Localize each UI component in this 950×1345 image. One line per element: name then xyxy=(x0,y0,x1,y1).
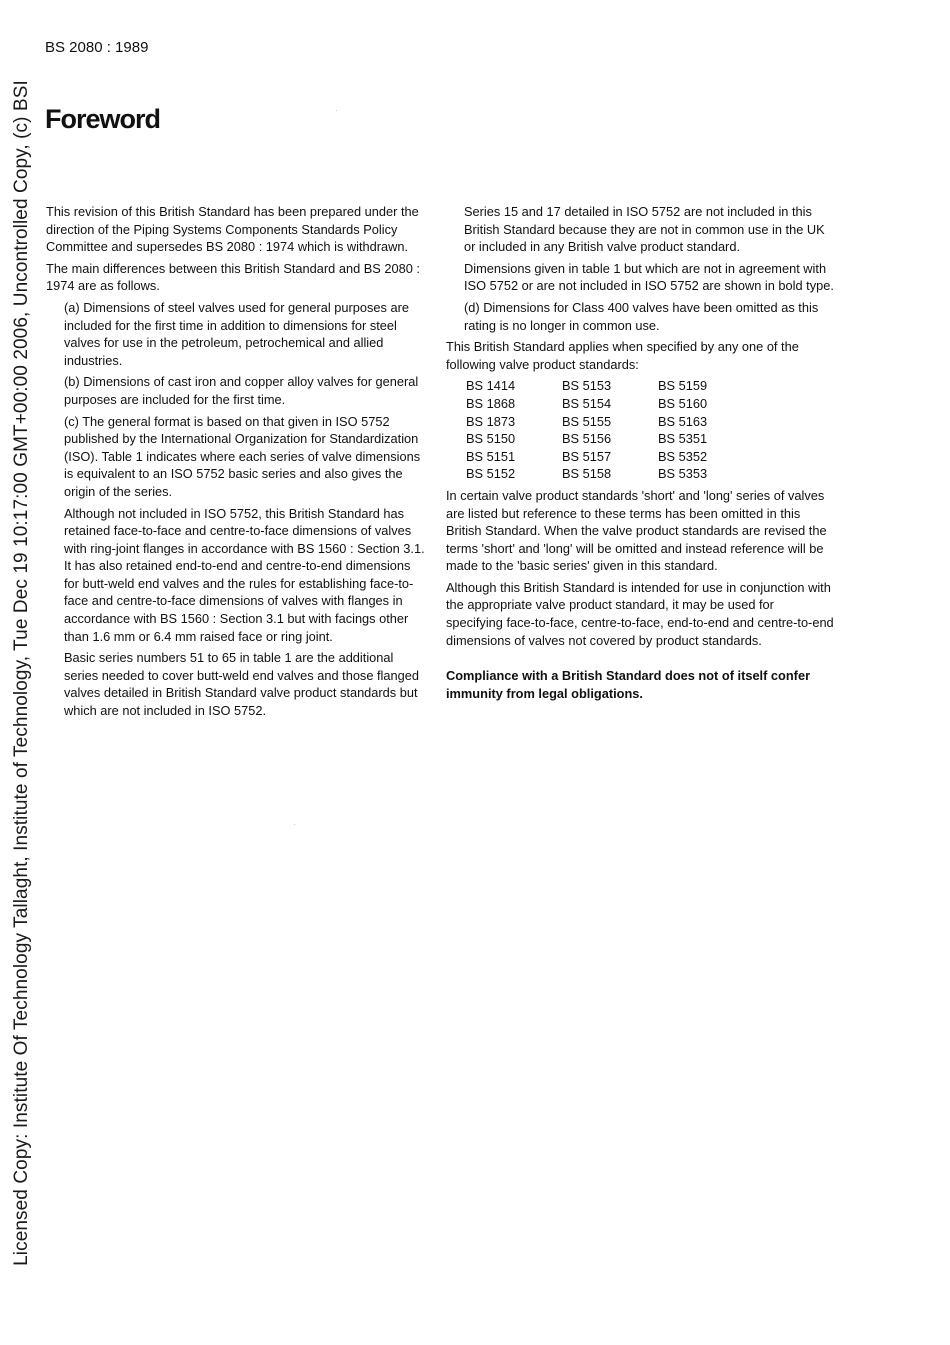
paragraph-basic-series: Basic series numbers 51 to 65 in table 1 are the additional series needed to cover butt-weld end valves and those flanged valves detailed in British Standard valve product standards but which are not included in ISO 5752. xyxy=(64,650,419,719)
standard-item: BS 5153 xyxy=(562,378,612,394)
standards-list xyxy=(446,377,834,483)
paragraph-short-long-series: In certain valve product standards 'short' and 'long' series of valves are listed but reference to these terms has been omitted in this British Standard. When the valve product standards are revised the terms 'short' and 'long' will be omitted and instead reference will be made to the 'basic series' given in this standard. xyxy=(446,487,827,574)
standard-item: BS 5158 xyxy=(562,466,612,482)
standard-item: BS 5159 xyxy=(658,378,708,394)
left-column xyxy=(46,203,428,724)
standard-item: BS 5155 xyxy=(562,413,612,429)
standard-item: BS 1414 xyxy=(466,378,516,394)
scan-speck xyxy=(294,824,295,825)
standard-item: BS 5353 xyxy=(658,466,708,482)
paragraph-ring-joint: Although not included in ISO 5752, this British Standard has retained face-to-face and centre-to-face dimensions of valves with ring-joint flanges in accordance with BS 1560 : Section 3.1. It has also retained end-to-end and centre-to-end dimensions for butt-weld end valves and the rules for establishing face-to-face and centre-to-face dimensions of valves with flanges in accordance with BS 1560 : Section 3.1 but with facings other than 1.6 mm or 6.4 mm raised face or ring joint. xyxy=(64,505,425,644)
standard-item: BS 5150 xyxy=(466,431,516,447)
paragraph-series-15-17: Series 15 and 17 detailed in ISO 5752 are not included in this British Standard because they are not in common use in the UK or included in any British valve product standard. xyxy=(464,204,825,255)
standard-item: BS 5156 xyxy=(562,431,612,447)
scan-speck xyxy=(336,110,337,111)
standard-item: BS 5163 xyxy=(658,413,708,429)
standard-item: BS 5154 xyxy=(562,395,612,411)
paragraph-bold-type: Dimensions given in table 1 but which are not in agreement with ISO 5752 or are not included in ISO 5752 are shown in bold type. xyxy=(464,260,834,294)
paragraph-intended-use: Although this British Standard is intended for use in conjunction with the appropriate valve product standard, it may be used for specifying face-to-face, centre-to-face, end-to-end and centre-to-end dimensions of valves not covered by product standards. xyxy=(446,579,834,648)
paragraph-main-differences: The main differences between this British Standard and BS 2080 : 1974 are as follows. xyxy=(46,260,420,294)
standard-item: BS 1868 xyxy=(466,395,516,411)
paragraph-revision: This revision of this British Standard has been prepared under the direction of the Piping Systems Components Standards Policy Committee and supersedes BS 2080 : 1974 which is withdrawn. xyxy=(46,204,419,255)
standard-item: BS 5351 xyxy=(658,431,708,447)
licence-watermark xyxy=(0,0,44,1345)
standard-item: BS 5160 xyxy=(658,395,708,411)
licence-watermark-text: Licensed Copy: Institute Of Technology Tallaght, Institute of Technology, Tue Dec 19 10:17:00 GMT+00:00 2006, Uncontrolled Copy, (c) BSI xyxy=(11,80,32,1266)
standard-item: BS 5152 xyxy=(466,466,516,482)
compliance-statement: Compliance with a British Standard does not of itself confer immunity from legal obligations. xyxy=(446,668,811,701)
list-item-d: (d) Dimensions for Class 400 valves have been omitted as this rating is no longer in common use. xyxy=(464,299,819,333)
standard-item: BS 1873 xyxy=(466,413,516,429)
paragraph-applies-when: This British Standard applies when specified by any one of the following valve product standards: xyxy=(446,339,799,372)
list-item-c: (c) The general format is based on that given in ISO 5752 published by the International Organization for Standardization (ISO). Table 1 indicates where each series of valve dimensions is equivalent to an ISO 5752 basic series and also gives the origin of the series. xyxy=(64,413,421,499)
page-title: Foreword xyxy=(45,104,161,134)
right-column xyxy=(446,203,834,706)
standard-item: BS 5157 xyxy=(562,448,612,464)
document-reference: BS 2080 : 1989 xyxy=(45,39,149,56)
standard-item: BS 5352 xyxy=(658,448,708,464)
list-item-a: (a) Dimensions of steel valves used for general purposes are included for the first time in addition to dimensions for steel valves for use in the petroleum, petrochemical and allied industries. xyxy=(64,299,409,368)
standard-item: BS 5151 xyxy=(466,448,516,464)
list-item-b: (b) Dimensions of cast iron and copper alloy valves for general purposes are included for the first time. xyxy=(64,374,419,407)
